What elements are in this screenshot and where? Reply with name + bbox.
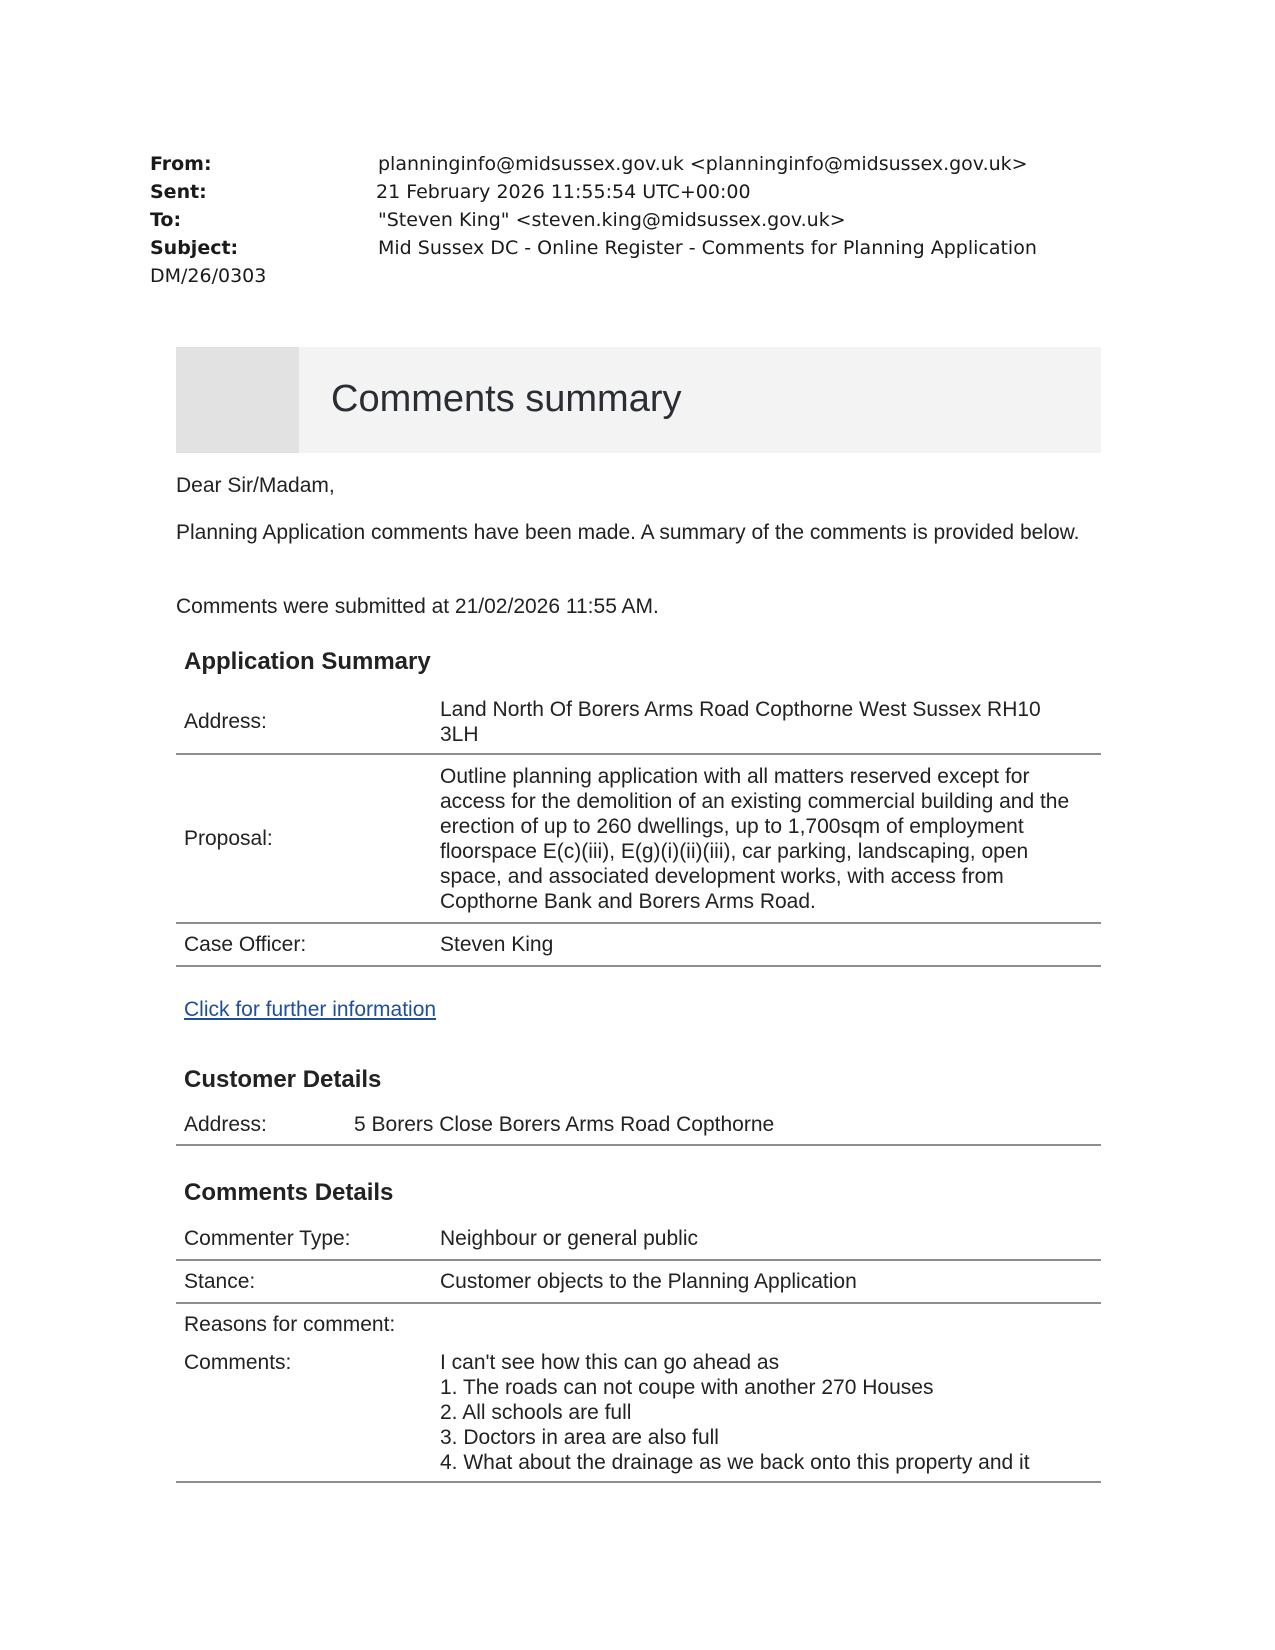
subject-value: Mid Sussex DC - Online Register - Comments for Planning Application <box>378 237 1037 259</box>
customer-details-title: Customer Details <box>184 1066 382 1093</box>
comments-summary-banner <box>176 347 1101 453</box>
case-officer-value: Steven King <box>440 933 554 956</box>
application-summary-table <box>176 690 1101 967</box>
comment-line: I can't see how this can go ahead as <box>440 1351 780 1374</box>
comments-details-title: Comments Details <box>184 1179 394 1206</box>
customer-address-value: 5 Borers Close Borers Arms Road Copthorne <box>354 1112 775 1136</box>
stance-value: Customer objects to the Planning Application <box>440 1270 857 1293</box>
case-officer-label: Case Officer: <box>184 933 307 956</box>
sent-label: Sent: <box>150 181 207 203</box>
sent-row <box>150 178 1150 206</box>
table-row <box>176 690 1101 755</box>
commenter-type-label: Commenter Type: <box>184 1227 351 1250</box>
further-information-link[interactable]: Click for further information <box>184 998 437 1021</box>
greeting: Dear Sir/Madam, <box>176 474 335 497</box>
submitted-text: Comments were submitted at 21/02/2026 11:55 AM. <box>176 595 659 618</box>
comment-line: 3. Doctors in area are also full <box>440 1426 719 1449</box>
subject-row <box>150 234 1150 262</box>
application-summary-title: Application Summary <box>184 648 431 675</box>
commenter-type-value: Neighbour or general public <box>440 1227 698 1250</box>
comments-label: Comments: <box>184 1351 292 1374</box>
intro-text: Planning Application comments have been made. A summary of the comments is provided below. <box>176 521 1080 544</box>
table-row <box>176 924 1101 967</box>
to-row <box>150 206 1150 234</box>
banner-title: Comments summary <box>331 378 682 420</box>
from-label: From: <box>150 153 212 175</box>
address-value: Land North Of Borers Arms Road Copthorne West Sussex RH10 3LH <box>440 697 1041 746</box>
to-value: "Steven King" <steven.king@midsussex.gov.uk> <box>378 209 846 231</box>
stance-label: Stance: <box>184 1270 256 1293</box>
comments-value <box>440 1350 1101 1475</box>
subject-label: Subject: <box>150 237 239 259</box>
table-row <box>176 1261 1101 1304</box>
sent-value: 21 February 2026 11:55:54 UTC+00:00 <box>376 181 751 203</box>
table-row <box>176 1218 1101 1261</box>
table-row <box>176 1104 1101 1146</box>
proposal-label: Proposal: <box>184 827 273 850</box>
table-row <box>176 755 1101 924</box>
customer-address-label: Address: <box>184 1112 267 1136</box>
from-row <box>150 150 1150 178</box>
address-label: Address: <box>184 710 267 733</box>
proposal-value: Outline planning application with all matters reserved except for access for the demolition of an existing commercial building and the erection of up to 260 dwellings, up to 1,700sqm of employment floorspace E(c)(iii), E(g)(i)(ii)(iii), car parking, landscaping, open space, and associated development works, with access from Copthorne Bank and Borers Arms Road. <box>440 764 1070 913</box>
customer-details-table <box>176 1104 1101 1146</box>
table-row <box>176 1344 1101 1483</box>
banner-logo-area <box>176 347 299 453</box>
comment-line: 4. What about the drainage as we back onto this property and it <box>440 1451 1030 1474</box>
comments-details-table <box>176 1218 1101 1483</box>
comment-line: 2. All schools are full <box>440 1401 632 1424</box>
comment-line: 1. The roads can not coupe with another 270 Houses <box>440 1376 934 1399</box>
to-label: To: <box>150 209 182 231</box>
email-header <box>150 150 1150 290</box>
from-value: planninginfo@midsussex.gov.uk <planninginfo@midsussex.gov.uk> <box>378 153 1028 175</box>
reasons-label: Reasons for comment: <box>184 1312 396 1336</box>
subject-value-continued: DM/26/0303 <box>150 265 267 287</box>
table-row <box>176 1304 1101 1344</box>
